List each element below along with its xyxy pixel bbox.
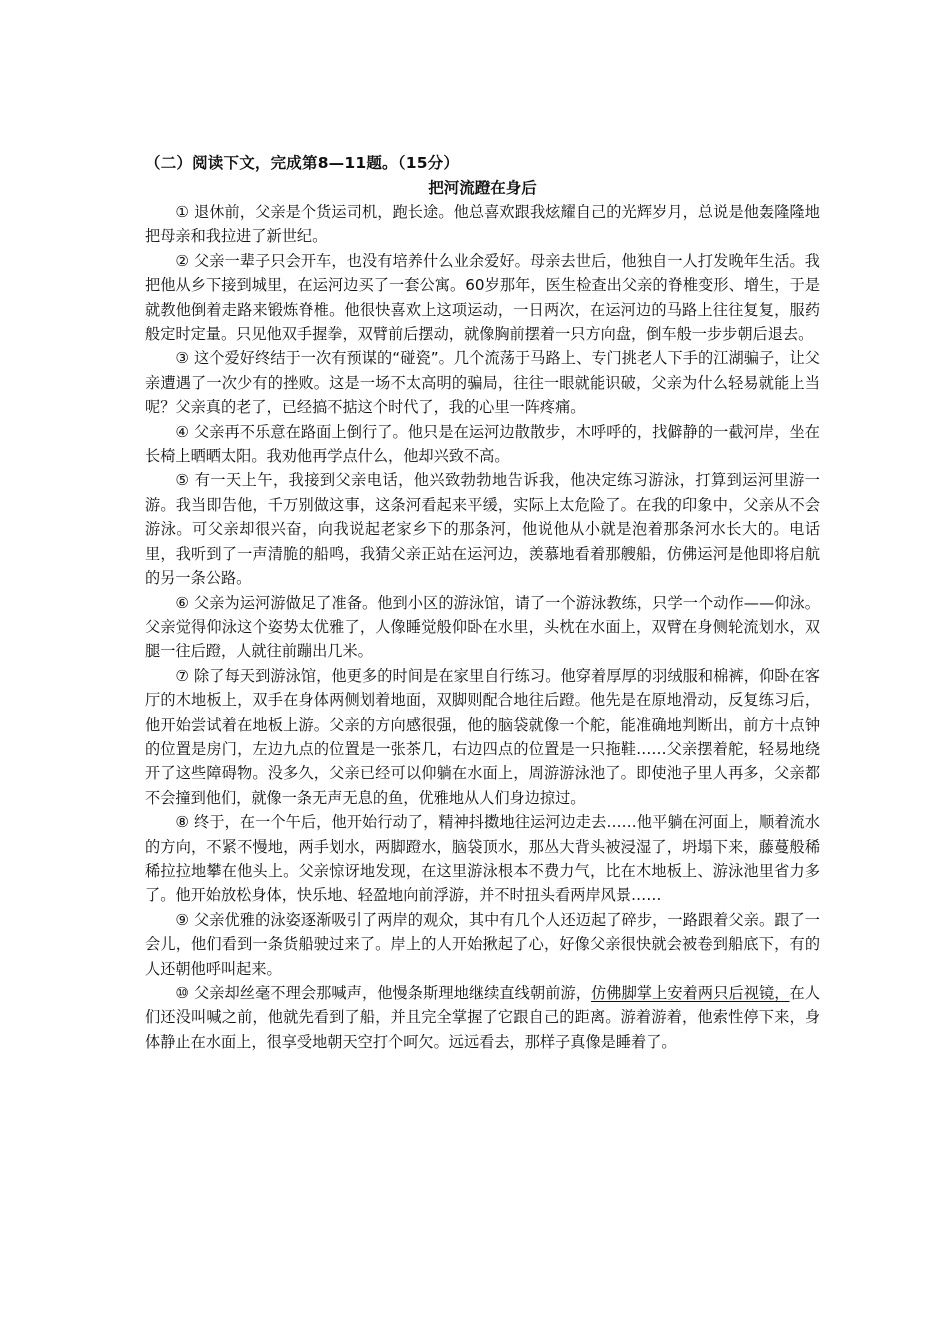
paragraph-3: ③ 这个爱好终结于一次有预谋的“碰瓷”。几个流荡于马路上、专门挑老人下手的江湖骗子，让父亲遭遇了一次少有的挫败。这是一场不太高明的骗局，往往一眼就能识破，父亲为什么轻易就能上当呢？父亲真的老了，已经搞不掂这个时代了，我的心里一阵疼痛。 (145, 349, 820, 417)
section-heading: （二）阅读下文，完成第8—11题。（15分） (145, 154, 460, 172)
paragraph-6: ⑥ 父亲为运河游做足了准备。他到小区的游泳馆，请了一个游泳教练，只学一个动作——仰泳。父亲觉得仰泳这个姿势太优雅了，人像睡觉般仰卧在水里，头枕在水面上，双臂在身侧轮流划水，双腿一往后蹬，人就往前蹦出几米。 (145, 593, 820, 661)
paragraph-5: ⑤ 有一天上午，我接到父亲电话，他兴致勃勃地告诉我，他决定练习游泳，打算到运河里游一游。我当即告他，千万别做这事，这条河看起来平缓，实际上太危险了。在我的印象中，父亲从不会游泳。可父亲却很兴奋，向我说起老家乡下的那条河，他说他从小就是泡着那条河水长大的。电话里，我听到了一声清脆的船鸣，我猜父亲正站在运河边，羡慕地看着那艘船，仿佛运河是他即将启航的另一条公路。 (145, 471, 820, 588)
paragraph-2: ② 父亲一辈子只会开车，也没有培养什么业余爱好。母亲去世后，他独自一人打发晚年生活。我把他从乡下接到城里，在运河边买了一套公寓。60岁那年，医生检查出父亲的脊椎变形、增生，于是就教他倒着走路来锻炼脊椎。他很快喜欢上这项运动，一日两次，在运河边的马路上往往复复，服药般定时定量。只见他双手握拳，双臂前后摆动，就像胸前摆着一只方向盘，倒车般一步步朝后退去。 (145, 251, 820, 344)
paragraph-9: ⑨ 父亲优雅的泳姿逐渐吸引了两岸的观众，其中有几个人还迈起了碎步，一路跟着父亲。跟了一会儿，他们看到一条货船驶过来了。岸上的人开始揪起了心，好像父亲很快就会被卷到船底下，有的人还朝他呼叫起来。 (145, 910, 820, 978)
underlined-sentence: 仿佛脚掌上安着两只后视镜， (591, 984, 790, 1002)
document-page (145, 152, 820, 1054)
paragraph-4: ④ 父亲再不乐意在路面上倒行了。他只是在运河边散散步，木呼呼的，找僻静的一截河岸，坐在长椅上晒晒太阳。我劝他再学点什么，他却兴致不高。 (145, 422, 820, 466)
paragraph-10 (145, 981, 820, 1054)
paragraph-10-after: 在人们还没叫喊之前，他就先看到了船，并且完全掌握了它跟自己的距离。游着游着，他索性停下来，身体静止在水面上，很享受地朝天空打个呵欠。远远看去，那样子真像是睡着了。 (145, 984, 821, 1051)
paragraph-10-before: ⑩ 父亲却丝毫不理会那喊声，他慢条斯理地继续直线朝前游， (175, 984, 592, 1002)
paragraph-8: ⑧ 终于，在一个午后，他开始行动了，精神抖擞地往运河边走去……他平躺在河面上，顺着流水的方向，不紧不慢地，两手划水，两脚蹬水，脑袋顶水，那丛大背头被浸湿了，坍塌下来，藤蔓般稀稀拉拉地攀在他头上。父亲惊讶地发现，在这里游泳根本不费力气，比在木地板上、游泳池里省力多了。他开始放松身体，快乐地、轻盈地向前浮游，并不时扭头看两岸风景…… (145, 813, 820, 905)
article-title: 把河流蹬在身后 (428, 179, 537, 197)
paragraph-1: ① 退休前，父亲是个货运司机，跑长途。他总喜欢跟我炫耀自己的光辉岁月，总说是他轰隆隆地把母亲和我拉进了新世纪。 (145, 203, 820, 246)
paragraph-7: ⑦ 除了每天到游泳馆，他更多的时间是在家里自行练习。他穿着厚厚的羽绒服和棉裤，仰卧在客厅的木地板上，双手在身体两侧划着地面，双脚则配合地往后蹬。他先是在原地滑动，反复练习后，他开始尝试着在地板上游。父亲的方向感很强，他的脑袋就像一个舵，能准确地判断出，前方十点钟的位置是房门，左边九点的位置是一张茶几，右边四点的位置是一只拖鞋……父亲摆着舵，轻易地绕开了这些障碍物。没多久，父亲已经可以仰躺在水面上，周游游泳池了。即使池子里人再多，父亲都不会撞到他们，就像一条无声无息的鱼，优雅地从人们身边掠过。 (145, 666, 820, 807)
